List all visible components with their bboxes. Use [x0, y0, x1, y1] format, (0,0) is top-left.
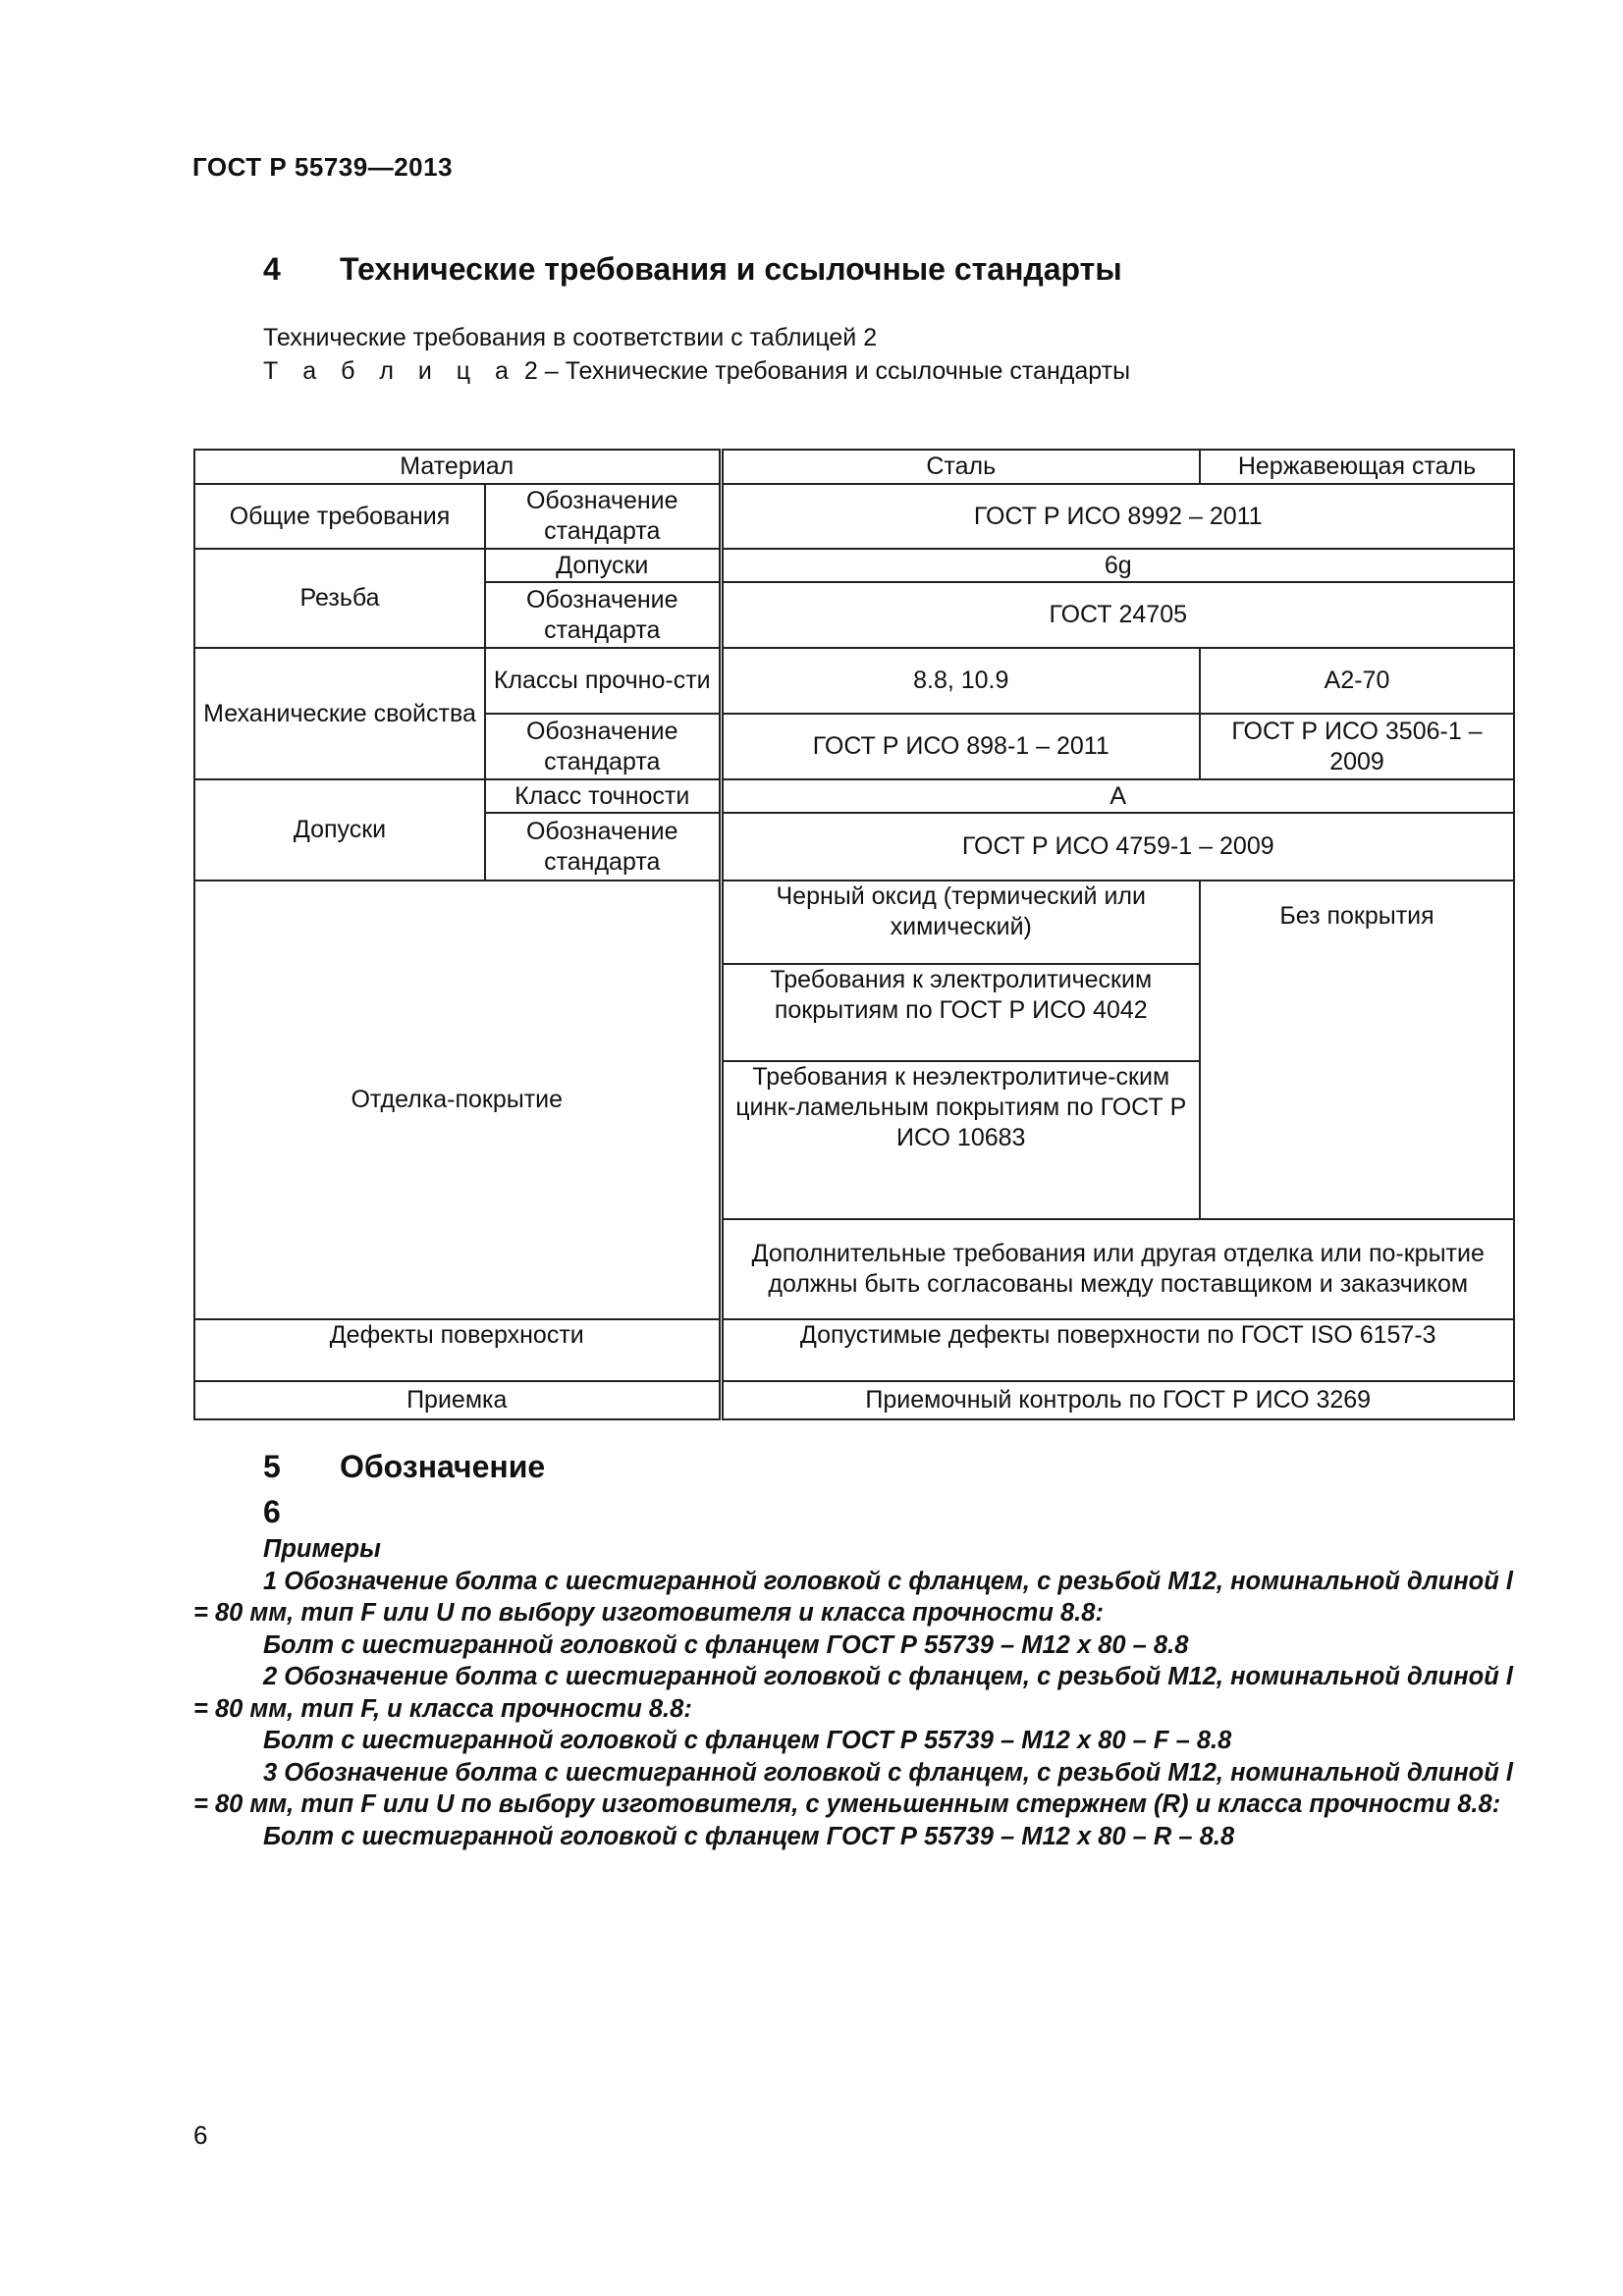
finish-black-oxide: Черный оксид (термический или химический): [721, 881, 1200, 964]
finish-no-coating: Без покрытия: [1200, 881, 1514, 1219]
defects-label: Дефекты поверхности: [194, 1319, 721, 1381]
example-2-result: Болт с шестигранной головкой с фланцем ГОСТ Р 55739 – М12 х 80 – F – 8.8: [263, 1727, 1232, 1754]
acceptance-label: Приемка: [194, 1381, 721, 1419]
finish-non-electrolytic: Требования к неэлектролитиче-ским цинк-ламельным покрытиям по ГОСТ Р ИСО 10683: [721, 1061, 1200, 1219]
example-1-result: Болт с шестигранной головкой с фланцем ГОСТ Р 55739 – М12 х 80 – 8.8: [263, 1630, 1189, 1659]
mechanical-classes: Классы прочно-сти: [485, 648, 721, 714]
section-5-title: Обозначение: [340, 1449, 546, 1484]
section-5-number: 5: [263, 1449, 281, 1484]
section-6-number: 6: [263, 1494, 281, 1529]
acceptance-value: Приемочный контроль по ГОСТ Р ИСО 3269: [721, 1381, 1514, 1419]
section-4-number: 4: [263, 251, 281, 287]
table-row: [194, 450, 1514, 484]
table-row: [194, 648, 1514, 714]
header-steel: Сталь: [721, 450, 1200, 484]
table-row: [194, 1319, 1514, 1381]
table-row: [194, 484, 1514, 549]
mechanical-steel-classes: 8.8, 10.9: [721, 648, 1200, 714]
table-caption-text: 2 – Технические требования и ссылочные стандарты: [523, 357, 1131, 385]
example-3: 3 Обозначение болта с шестигранной головкой с фланцем, с резьбой М12, номинальной длиной l = 80 мм, тип F или U по выбору изготовителя, с уменьшенным стержнем (R) и класса прочности 8.8:: [193, 1758, 1513, 1818]
table-caption: [263, 357, 1130, 386]
examples-block: [193, 1533, 1513, 1852]
tolerances-value: ГОСТ Р ИСО 4759-1 – 2009: [721, 813, 1514, 881]
thread-tol-value: 6g: [721, 549, 1514, 582]
thread-label: Резьба: [194, 549, 485, 648]
table-row: [194, 1381, 1514, 1419]
tolerances-accuracy-value: А: [721, 779, 1514, 813]
thread-value: ГОСТ 24705: [721, 582, 1514, 648]
examples-heading: Примеры: [263, 1535, 381, 1563]
intro-text: Технические требования в соответствии с таблицей 2: [263, 324, 878, 351]
header-material: Материал: [194, 450, 721, 484]
general-designation: Обозначение стандарта: [485, 484, 721, 549]
example-2: 2 Обозначение болта с шестигранной головкой с фланцем, с резьбой М12, номинальной длиной l = 80 мм, тип F, и класса прочности 8.8:: [193, 1663, 1513, 1723]
example-1: 1 Обозначение болта с шестигранной головкой с фланцем, с резьбой М12, номинальной длиной l = 80 мм, тип F или U по выбору изготовителя и класса прочности 8.8:: [193, 1567, 1513, 1627]
tolerances-designation: Обозначение стандарта: [485, 813, 721, 881]
section-4-title: Технические требования и ссылочные стандарты: [340, 251, 1122, 287]
table-caption-label: Т а б л и ц а: [263, 357, 517, 385]
mechanical-label: Механические свойства: [194, 648, 485, 779]
general-value: ГОСТ Р ИСО 8992 – 2011: [721, 484, 1514, 549]
general-label: Общие требования: [194, 484, 485, 549]
finish-electrolytic: Требования к электролитическим покрытиям по ГОСТ Р ИСО 4042: [721, 964, 1200, 1061]
tech-requirements-table: [193, 449, 1515, 1420]
finish-label: Отделка-покрытие: [194, 881, 721, 1319]
mechanical-designation: Обозначение стандарта: [485, 714, 721, 779]
table-row: [194, 549, 1514, 582]
finish-additional: Дополнительные требования или другая отделка или по-крытие должны быть согласованы между поставщиком и заказчиком: [721, 1219, 1514, 1319]
defects-value: Допустимые дефекты поверхности по ГОСТ ISO 6157-3: [721, 1319, 1514, 1381]
table-row: [194, 881, 1514, 964]
table-row: [194, 779, 1514, 813]
thread-designation: Обозначение стандарта: [485, 582, 721, 648]
mechanical-steel-std: ГОСТ Р ИСО 898-1 – 2011: [721, 714, 1200, 779]
page-number: 6: [193, 2120, 208, 2150]
example-3-result: Болт с шестигранной головкой с фланцем ГОСТ Р 55739 – М12 х 80 – R – 8.8: [263, 1822, 1235, 1850]
mechanical-stainless-classes: А2-70: [1200, 648, 1514, 714]
header-stainless: Нержавеющая сталь: [1200, 450, 1514, 484]
thread-tolerances: Допуски: [485, 549, 721, 582]
tolerances-accuracy: Класс точности: [485, 779, 721, 813]
tolerances-label: Допуски: [194, 779, 485, 881]
mechanical-stainless-std: ГОСТ Р ИСО 3506-1 – 2009: [1200, 714, 1514, 779]
document-header: ГОСТ Р 55739—2013: [192, 152, 454, 182]
